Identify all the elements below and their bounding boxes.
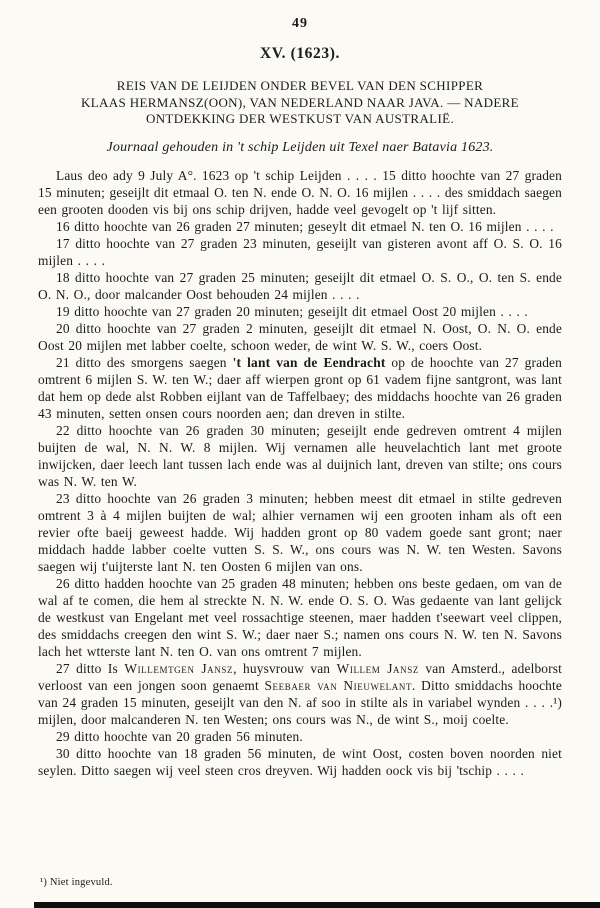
page-number: 49 <box>292 16 308 31</box>
footnote: ¹) Niet ingevuld. <box>40 877 113 888</box>
entry-text: 30 ditto hoochte van 18 graden 56 minuten, de wint Oost, costen boven noorden niet seylen. Ditto saegen wij veel steen cros dreyven. Wij hadden oock vis bij 'tschip . . . . <box>38 745 562 778</box>
entry-text: van Amsterd., adelborst verloost van een jongen soon genaemt <box>38 660 562 693</box>
journal-body <box>38 167 562 779</box>
entry-text: 17 ditto hoochte van 27 graden 23 minuten, geseijlt van gisteren avont aff O. S. O. 16 mijlen . . . . <box>38 235 562 268</box>
entry-text: 16 ditto hoochte van 26 graden 27 minuten; geseylt dit etmael N. ten O. 16 mijlen . . . . <box>56 218 554 234</box>
journal-entry-21 <box>38 354 562 422</box>
entry-text: , huysvrouw van <box>233 660 337 676</box>
journal-entry-20 <box>38 320 562 354</box>
journal-entry-30 <box>38 745 562 779</box>
journal-entry-27 <box>38 660 562 728</box>
journal-entry-23 <box>38 490 562 575</box>
title-line-2: KLAAS HERMANSZ(OON), VAN NEDERLAND NAAR JAVA. — NADERE <box>81 94 519 110</box>
chapter-title <box>38 78 562 128</box>
entry-text: 21 ditto des smorgens saegen <box>56 354 233 370</box>
journal-entry-18 <box>38 269 562 303</box>
journal-entry-9-15-july <box>38 167 562 218</box>
entry-text: Laus deo ady 9 July A°. 1623 op 't schip Leijden . . . . 15 ditto hoochte van 27 graden 15 minuten; geseijlt dit etmaal O. ten N. ende O. N. O. 16 mijlen . . . . des smiddach saegen een grooten dooden vis bij ons schip drijven, hadde veel gevogelt op 't lijf sitten. <box>38 167 562 217</box>
chapter-heading: XV. (1623). <box>260 45 340 62</box>
entry-text: 19 ditto hoochte van 27 graden 20 minuten; geseijlt dit etmael Oost 20 mijlen . . . . <box>56 303 528 319</box>
journal-entry-19 <box>38 303 562 320</box>
entry-text: 26 ditto hadden hoochte van 25 graden 48 minuten; hebben ons beste gedaen, om van de wal af te comen, die hem al streckte N. N. W. ende O. S. O. Was gedaente van lant gelijck de westkust van Engelant met veel rossachtige steenen, maer hadden t'seewart veel clippen, des smiddachs creegen den wint S. W.; daer naer S.; namen ons cours N. W. ten N. Savons lach het wtterste lant N. ten O. van ons omtrent 7 mijlen. <box>38 575 562 659</box>
title-line-1: REIS VAN DE LEIJDEN ONDER BEVEL VAN DEN SCHIPPER <box>116 78 484 93</box>
journal-entry-22 <box>38 422 562 490</box>
highlighted-phrase-eendracht: 't lant van de Eendracht <box>232 354 386 370</box>
journal-entry-29 <box>38 728 562 745</box>
entry-text: 27 ditto Is <box>56 660 125 676</box>
journal-entry-26 <box>38 575 562 660</box>
person-name-willemtgen-jansz: Willemtgen Jansz <box>124 660 234 676</box>
entry-text: 22 ditto hoochte van 26 graden 30 minuten; geseijlt ende gedreven omtrent 4 mijlen buijten de wal, N. N. W. 8 mijlen. Wij vernamen alle heuvelachtich lant met groote inwijcken, daer leech lant tussen lach ende was al duijnich lant, dreven van stilte; ons cours was N. W. ten W. <box>38 422 562 489</box>
person-name-willem-jansz: Willem Jansz <box>336 660 419 676</box>
journal-entry-16 <box>38 218 562 235</box>
journal-subtitle: Journaal gehouden in 't schip Leijden uit Texel naer Batavia 1623. <box>106 139 494 155</box>
entry-text: op de hoochte van 27 graden omtrent 6 mijlen S. W. ten W.; daer aff wierpen gront op 61 vadem fijne santgront, was lant dat hem op dede alst Robben eijlant van de Taffelbaey; des middachs hoochte van 26 graden 43 minuten, setten onsen cours noorden aen; dan dreven in stilte. <box>38 354 562 421</box>
journal-entry-17 <box>38 235 562 269</box>
entry-text: 18 ditto hoochte van 27 graden 25 minuten; geseijlt dit etmael O. S. O., O. ten S. ende O. N. O., door malcander Oost behouden 24 mijlen . . . . <box>38 269 562 302</box>
entry-text: 29 ditto hoochte van 20 graden 56 minuten. <box>56 728 303 744</box>
entry-text: 20 ditto hoochte van 27 graden 2 minuten, geseijlt dit etmael N. Oost, O. N. O. ende Oost 20 mijlen met labber coelte, schoon weder, de wint W. S. W., coers Oost. <box>38 320 562 353</box>
entry-text: . Ditto smiddachs hoochte van 24 graden 15 minuten, geseijlt van den N. af soo in stilte als in variabel wynden . . . .¹) mijlen, door malcanderen N. ten Westen; ons cours was N., de wint S., moij coelte. <box>38 677 562 727</box>
title-line-3: ONTDEKKING DER WESTKUST VAN AUSTRALIË. <box>145 111 455 126</box>
person-name-seebaer-van-nieuwelant: Seebaer van Nieuwelant <box>264 677 413 693</box>
scan-artifact-bar <box>34 902 600 908</box>
entry-text: 23 ditto hoochte van 26 graden 3 minuten; hebben meest dit etmael in stilte gedreven omtrent 3 à 4 mijlen buijten de wal; alhier vernamen wij een grooten inham als oft een revier ofte baeij geweest hadde. Wij hadden gront op 80 vadem goede sant gront; naer middach hadde labber coelte vutten S. S. W., ons cours was N. W. ten Westen. Savons saegen wij t'uijterste lant N. ten Oosten 6 mijlen van ons. <box>38 490 562 574</box>
